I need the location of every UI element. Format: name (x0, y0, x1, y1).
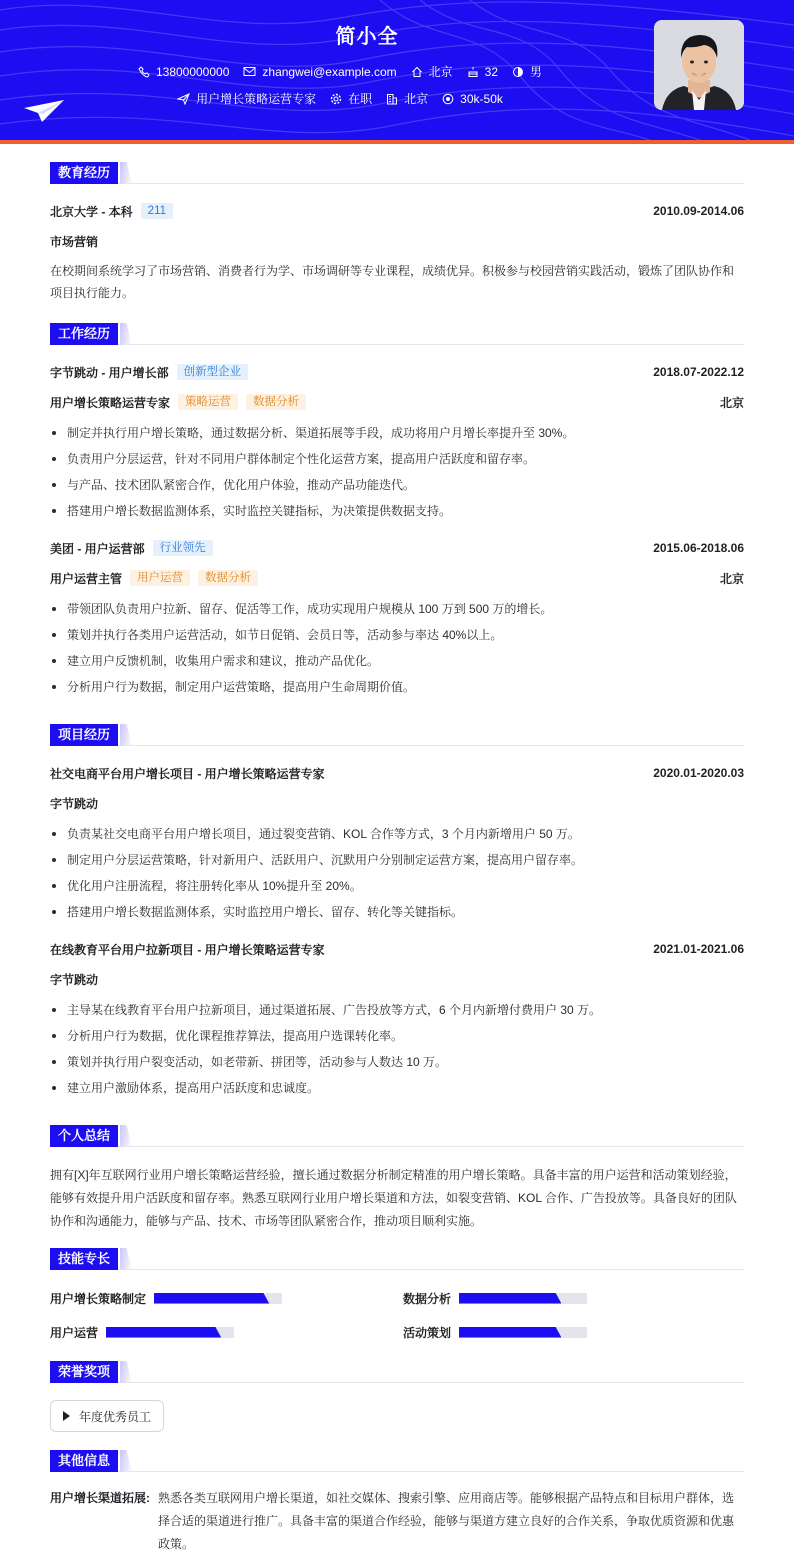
other-label: 用户增长渠道拓展: (50, 1491, 150, 1505)
role-tag: 数据分析 (198, 570, 258, 586)
target-city-info (386, 90, 428, 107)
skill-bar (154, 1293, 282, 1304)
skill-item (403, 1290, 587, 1306)
section-honors (50, 1361, 744, 1383)
list-item: 与产品、技术团队紧密合作，优化用户体验，推动产品功能迭代。 (50, 477, 744, 503)
skill-bar-fill (459, 1327, 561, 1338)
city-info (411, 63, 453, 80)
section-work (50, 323, 744, 345)
section-projects (50, 724, 744, 746)
company-tag: 创新型企业 (177, 364, 249, 380)
list-item: 建立用户反馈机制，收集用户需求和建议，推动产品优化。 (50, 653, 744, 679)
school-name: 北京大学 - 本科 (50, 204, 133, 219)
project-bullets (50, 826, 744, 930)
gender-value: 男 (530, 65, 543, 79)
award-item[interactable] (50, 1400, 164, 1432)
section-title: 荣誉奖项 (50, 1361, 118, 1383)
salary-value: 30k-50k (460, 91, 503, 106)
skill-name: 用户运营 (50, 1325, 99, 1340)
caret-right-icon (63, 1411, 70, 1421)
project-bullets (50, 1002, 744, 1106)
job-location: 北京 (719, 571, 744, 586)
education-period: 2010.09-2014.06 (653, 204, 744, 218)
other-text: 熟悉各类互联网用户增长渠道，如社交媒体、搜索引擎、应用商店等。能够根据产品特点和目标用户群体，选择合适的渠道进行推广。具备丰富的渠道合作经验，能够与渠道方建立良好的合作关系，争取优质资源和优惠政策。 (158, 1491, 735, 1551)
job-role: 用户增长策略运营专家 (50, 395, 171, 410)
project-company: 字节跳动 (50, 796, 99, 811)
avatar-portrait (654, 20, 744, 110)
section-title: 教育经历 (50, 162, 118, 184)
status-value: 在职 (348, 92, 373, 106)
gender-icon (512, 66, 524, 78)
role-tag: 数据分析 (246, 394, 306, 410)
list-item: 分析用户行为数据，制定用户运营策略，提高用户生命周期价值。 (50, 679, 744, 705)
status-info (330, 90, 372, 107)
job-location: 北京 (719, 395, 744, 410)
section-other (50, 1450, 744, 1472)
section-title: 技能专长 (50, 1248, 118, 1270)
skill-item (403, 1324, 587, 1340)
project-company-row (50, 795, 744, 811)
phone-value: 13800000000 (155, 64, 230, 79)
job-header (50, 364, 744, 380)
skill-name: 用户增长策略制定 (50, 1291, 147, 1306)
cake-icon (467, 66, 479, 78)
company-tag: 行业领先 (153, 540, 213, 556)
job-role-row (50, 570, 744, 586)
phone-info (138, 65, 229, 79)
skill-item (50, 1324, 234, 1340)
major-row (50, 233, 744, 249)
email-info (243, 65, 396, 79)
section-skills (50, 1248, 744, 1270)
email-value: zhangwei@example.com (262, 64, 397, 79)
role-tag: 用户运营 (130, 570, 190, 586)
age-value: 32 (484, 64, 499, 79)
section-education (50, 162, 744, 184)
job-period: 2018.07-2022.12 (653, 365, 744, 379)
job-company: 美团 - 用户运营部 (50, 541, 145, 556)
job-header (50, 540, 744, 556)
project-header (50, 941, 744, 957)
candidate-name: 简小全 (335, 26, 399, 48)
summary-text: 拥有[X]年互联网行业用户增长策略运营经验，擅长通过数据分析制定精准的用户增长策略。具备丰富的用户运营和活动策划经验，能够有效提升用户活跃度和留存率。熟悉互联网行业用户增长渠道和方法，如裂变营销、KOL 合作、广告投放等。具备良好的团队协作和沟通能力，能够与产品、技术、市场等团队紧密合作，推动项目顺利实施。 (50, 1168, 737, 1228)
resume-header (0, 0, 794, 140)
gender-info (512, 63, 542, 80)
project-company-row (50, 971, 744, 987)
skill-bar-fill (106, 1327, 221, 1338)
job-target-value: 用户增长策略运营专家 (196, 92, 317, 106)
education-row (50, 203, 744, 219)
skill-bar (106, 1327, 234, 1338)
list-item: 制定并执行用户增长策略，通过数据分析、渠道拓展等手段，成功将用户月增长率提升至 30%。 (50, 425, 744, 451)
list-item: 主导某在线教育平台用户拉新项目，通过渠道拓展、广告投放等方式，6 个月内新增付费用户 30 万。 (50, 1002, 744, 1028)
list-item: 建立用户激励体系，提高用户活跃度和忠诚度。 (50, 1080, 744, 1106)
job-role: 用户运营主管 (50, 571, 123, 586)
major-name: 市场营销 (50, 234, 99, 249)
award-label: 年度优秀员工 (79, 1409, 152, 1424)
list-item: 策划并执行各类用户运营活动，如节日促销、会员日等，活动参与率达 40%以上。 (50, 627, 744, 653)
building-icon (386, 93, 398, 105)
city-value: 北京 (428, 65, 453, 79)
project-company: 字节跳动 (50, 972, 99, 987)
section-title: 项目经历 (50, 724, 118, 746)
skill-bar (459, 1293, 587, 1304)
skill-bar-fill (459, 1293, 561, 1304)
list-item: 负责某社交电商平台用户增长项目，通过裂变营销、KOL 合作等方式，3 个月内新增用户 50 万。 (50, 826, 744, 852)
coin-icon (442, 93, 454, 105)
list-item: 搭建用户增长数据监测体系，实时监控关键指标，为决策提供数据支持。 (50, 503, 744, 529)
job-period: 2015.06-2018.06 (653, 541, 744, 555)
project-name: 在线教育平台用户拉新项目 - 用户增长策略运营专家 (50, 942, 325, 957)
mail-icon (243, 66, 256, 77)
skill-bar (459, 1327, 587, 1338)
project-period: 2021.01-2021.06 (653, 942, 744, 956)
list-item: 策划并执行用户裂变活动，如老带新、拼团等，活动参与人数达 10 万。 (50, 1054, 744, 1080)
target-city-value: 北京 (404, 92, 429, 106)
section-title: 其他信息 (50, 1450, 118, 1472)
paper-plane-icon (24, 100, 66, 122)
list-item: 制定用户分层运营策略，针对新用户、活跃用户、沉默用户分别制定运营方案，提高用户留存率。 (50, 852, 744, 878)
home-icon (411, 66, 423, 78)
project-name: 社交电商平台用户增长项目 - 用户增长策略运营专家 (50, 766, 325, 781)
list-item: 负责用户分层运营，针对不同用户群体制定个性化运营方案，提高用户活跃度和留存率。 (50, 451, 744, 477)
job-target-info (177, 90, 316, 107)
job-bullets (50, 601, 744, 705)
list-item: 搭建用户增长数据监测体系，实时监控用户增长、留存、转化等关键指标。 (50, 904, 744, 930)
school-tag: 211 (141, 203, 173, 219)
education-description: 在校期间系统学习了市场营销、消费者行为学、市场调研等专业课程，成绩优异。积极参与校园营销实践活动，锻炼了团队协作和项目执行能力。 (50, 264, 735, 300)
header-accent-strip (0, 140, 794, 144)
skill-name: 数据分析 (403, 1291, 452, 1306)
age-info (467, 65, 498, 79)
gear-icon (330, 93, 342, 105)
send-icon (177, 93, 190, 105)
contact-row (0, 63, 680, 80)
section-title: 个人总结 (50, 1125, 118, 1147)
avatar (654, 20, 744, 110)
skill-bar-fill (154, 1293, 269, 1304)
skill-item (50, 1290, 282, 1306)
intent-row (0, 90, 680, 107)
project-header (50, 765, 744, 781)
list-item: 优化用户注册流程，将注册转化率从 10%提升至 20%。 (50, 878, 744, 904)
section-title: 工作经历 (50, 323, 118, 345)
phone-icon (138, 66, 150, 78)
role-tag: 策略运营 (178, 394, 238, 410)
job-company: 字节跳动 - 用户增长部 (50, 365, 169, 380)
list-item: 带领团队负责用户拉新、留存、促活等工作，成功实现用户规模从 100 万到 500 万的增长。 (50, 601, 744, 627)
other-info (50, 1487, 744, 1556)
job-bullets (50, 425, 744, 529)
skill-name: 活动策划 (403, 1325, 452, 1340)
list-item: 分析用户行为数据，优化课程推荐算法，提高用户选课转化率。 (50, 1028, 744, 1054)
section-summary (50, 1125, 744, 1147)
project-period: 2020.01-2020.03 (653, 766, 744, 780)
salary-info (442, 92, 503, 106)
job-role-row (50, 394, 744, 410)
